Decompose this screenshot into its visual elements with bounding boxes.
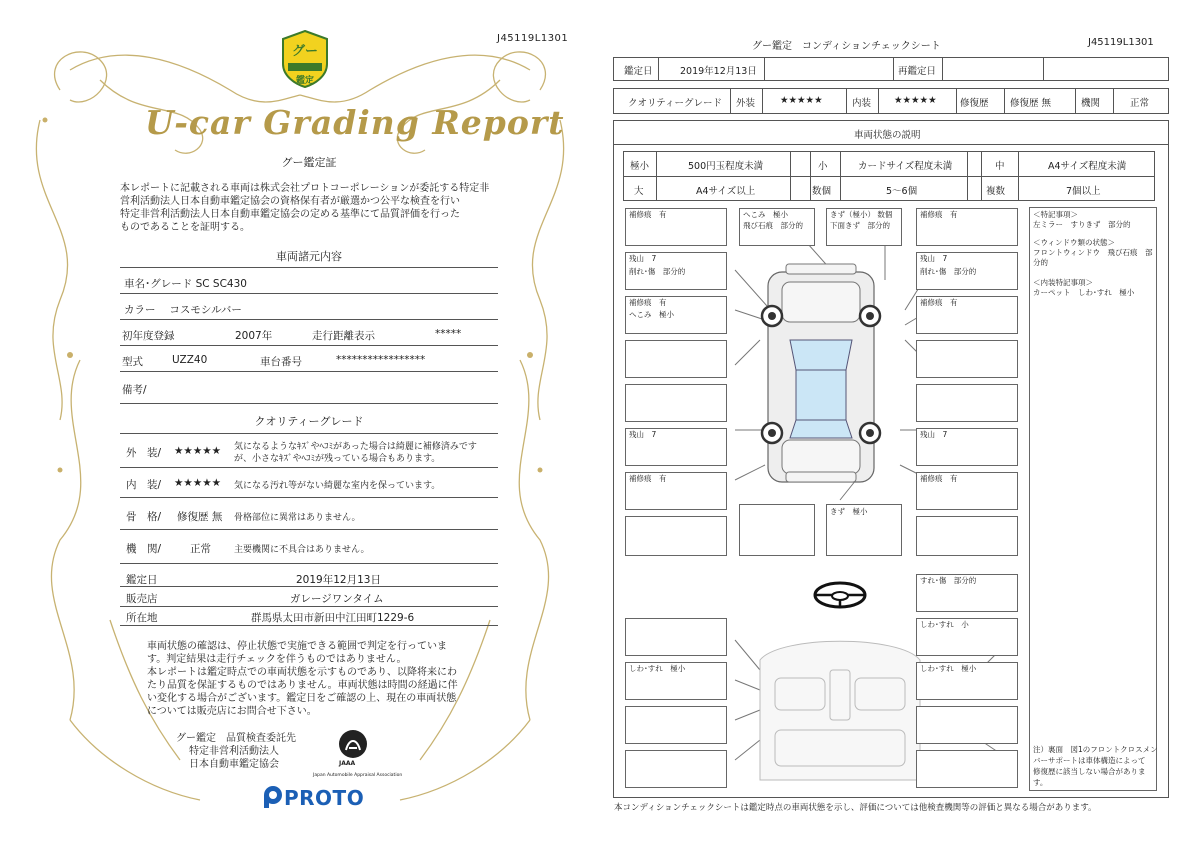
sheet-title: グー鑑定 コンディションチェックシート bbox=[752, 41, 941, 52]
spec-row: 初年度登録 2007年 走行距離表示 ***** bbox=[120, 320, 498, 346]
damage-box: しわ･すれ 極小 bbox=[625, 662, 727, 700]
spec-row: カラー コスモシルバー bbox=[120, 294, 498, 320]
footer-line: 日本自動車鑑定協会 bbox=[189, 759, 279, 770]
damage-box bbox=[916, 750, 1018, 788]
note-line: 本レポートは鑑定時点での車両状態を示すものであり、以降将来にわ bbox=[147, 667, 457, 678]
shop-row: 販売店 ガレージワンタイム bbox=[120, 587, 498, 607]
damage-box bbox=[916, 384, 1018, 422]
damage-box bbox=[916, 340, 1018, 378]
quality-row-interior: 内 装/ ★★★★★ 気になる汚れ等がない綺麗な室内を保っています。 bbox=[120, 468, 498, 498]
damage-box: すれ･傷 部分的 bbox=[916, 574, 1018, 612]
intro-line: 本レポートに記載される車両は株式会社プロトコーポレーションが委託する特定非 bbox=[120, 183, 490, 194]
damage-box: しわ･すれ 極小 bbox=[916, 662, 1018, 700]
jaaa-logo: JAAA bbox=[337, 728, 369, 766]
big-title: U-car Grading Report bbox=[145, 103, 565, 142]
note-line: については販売店にお問合せ下さい。 bbox=[147, 706, 317, 717]
scale-table: 極小 500円玉程度未満 小 カードサイズ程度未満 中 A4サイズ程度未満 大 A4サイズ以上 数個 5～6個 複数 7個以上 bbox=[623, 151, 1155, 201]
damage-box bbox=[739, 504, 815, 556]
footer-line: グー鑑定 品質検査委託先 bbox=[176, 733, 296, 744]
quality-row-engine: 機 関/ 正常 主要機関に不具合はありません。 bbox=[120, 530, 498, 564]
date-table: 鑑定日 2019年12月13日 再鑑定日 bbox=[613, 57, 1169, 81]
damage-box bbox=[625, 384, 727, 422]
damage-box: へこみ 極小 飛び石痕 部分的 bbox=[739, 208, 815, 246]
intro-line: 特定非営利活動法人日本自動車鑑定協会の定める基準にて品質評価を行った bbox=[120, 209, 460, 220]
damage-box: 残山 7 bbox=[625, 428, 727, 466]
damage-box: 補修痕 有 へこみ 極小 bbox=[625, 296, 727, 334]
steering-wheel-icon bbox=[815, 583, 865, 607]
quality-row-exterior: 外 装/ ★★★★★ 気になるようなｷｽﾞやﾍｺﾐがあった場合は綺麗に補修済みです が、小さなｷｽﾞやﾍｺﾐが残っている場合もあります。 bbox=[120, 434, 498, 468]
note-line: い変化する場合がございます。鑑定日をご確認の上、現在の車両状態 bbox=[147, 693, 457, 704]
damage-box: 補修痕 有 bbox=[625, 208, 727, 246]
sheet-footer: 本コンディションチェックシートは鑑定時点の車両状態を示し、評価については他検査機関等の評価と異なる場合があります。 bbox=[614, 803, 1097, 813]
damage-box bbox=[916, 706, 1018, 744]
grading-report-page: J45119L1301 グー 鑑定 U-car Grading Report グー鑑定証 本レポートに記載される車両は株式会社プロトコーポレーションが委託する特定非 営利活動法人日本自動車鑑定協会の資格保有者が厳選かつ公平な検査を行い 特定非営利活動法人日本自動車鑑定協会の定める基準にて品質評価を行った ものであることを証明する。 車両諸元内容 車名･グレード SC SC430 カラー コスモシルバー 初年度登録 2007年 走行距離表示 ***** 型式 UZZ40 車台番号 ***************** 備考/ クオリティーグレード 外 装/ ★★★★★ 気になるようなｷｽﾞやﾍｺﾐがあった場合は綺麗に補修済みです が、小さなｷｽﾞやﾍｺﾐが残っている場合もあります。 内 装/ ★★★★★ 気になる汚れ等がない綺麗な室内を保っています。 骨 格/ 修復歴 無 骨格部位に異常はありません。 機 関/ 正常 主要機関に不具合はありません。 鑑定日 2019年12月13日 販売店 ガレージワンタイム 所在地 群馬県太田市新田中江田町1229-6 車両状態の確認は、停止状態で実施できる範囲で判定を行っていま す。判定結果は走行チェックを伴うものではありません。 本レポートは鑑定時点での車両状態を示すものであり、以降将来にわ たり品質を保証するものではありません。車両状態は時間の経過に伴 い変化する場合がございます。鑑定日をご確認の上、現在の車両状態 については販売店にお問合せ下さい。 グー鑑定 品質検査委託先 特定非営利活動法人 日本自動車鑑定協会 JAAA Japan Automobile Appraisal Association PROTO bbox=[0, 0, 600, 848]
certificate-title: グー鑑定証 bbox=[281, 156, 337, 169]
damage-box bbox=[625, 516, 727, 556]
quality-title: クオリティーグレード bbox=[120, 413, 498, 434]
condition-check-sheet bbox=[600, 0, 1200, 848]
damage-box: 残山 7 削れ･傷 部分的 bbox=[916, 252, 1018, 290]
damage-box bbox=[625, 340, 727, 378]
intro-line: ものであることを証明する。 bbox=[120, 222, 250, 233]
note-line: 車両状態の確認は、停止状態で実施できる範囲で判定を行っていま bbox=[147, 641, 447, 652]
note-line: す。判定結果は走行チェックを伴うものではありません。 bbox=[147, 654, 407, 665]
damage-box bbox=[625, 706, 727, 744]
damage-box: きず 極小 bbox=[826, 504, 902, 556]
report-id: J45119L1301 bbox=[497, 33, 569, 44]
damage-box: 残山 7 bbox=[916, 428, 1018, 466]
address-row: 所在地 群馬県太田市新田中江田町1229-6 bbox=[120, 607, 498, 626]
spec-row: 車名･グレード SC SC430 bbox=[120, 268, 498, 294]
damage-box: 補修痕 有 bbox=[625, 472, 727, 510]
damage-box bbox=[625, 750, 727, 788]
spec-row: 備考/ bbox=[120, 372, 498, 404]
jaaa-subtitle: Japan Automobile Appraisal Association bbox=[313, 773, 403, 778]
damage-box bbox=[625, 618, 727, 656]
intro-line: 営利活動法人日本自動車鑑定協会の資格保有者が厳選かつ公平な検査を行い bbox=[120, 196, 460, 207]
special-notes: ＜特記事項＞ 左ミラー すりきず 部分的 ＜ウィンドウ類の状態＞ フロントウィンドウ 飛び石痕 部 分的 ＜内装特記事項＞ カーペット しわ･すれ 極小 注）裏面 図1のフロントクロスメン バーサポートは車体構造によって 修復歴に該当しない場合がありま す。 bbox=[1029, 207, 1157, 791]
quality-row-frame: 骨 格/ 修復歴 無 骨格部位に異常はありません。 bbox=[120, 498, 498, 530]
spec-title: 車両諸元内容 bbox=[120, 248, 498, 268]
note-line: たり品質を保証するものではありません。車両状態は時間の経過に伴 bbox=[147, 680, 458, 691]
damage-box: しわ･すれ 小 bbox=[916, 618, 1018, 656]
car-top-view bbox=[762, 264, 880, 482]
damage-box bbox=[916, 516, 1018, 556]
damage-box: 補修痕 有 bbox=[916, 208, 1018, 246]
damage-box: 残山 7 削れ･傷 部分的 bbox=[625, 252, 727, 290]
date-row: 鑑定日 2019年12月13日 bbox=[120, 568, 498, 587]
state-title: 車両状態の説明 bbox=[854, 130, 921, 141]
quality-table: クオリティーグレード 外装 ★★★★★ 内装 ★★★★★ 修復歴 修復歴 無 機関 正常 bbox=[613, 88, 1169, 114]
proto-mark-icon bbox=[262, 785, 284, 809]
footer-line: 特定非営利活動法人 bbox=[189, 746, 279, 757]
interior-diagram bbox=[760, 641, 920, 780]
report-id: J45119L1301 bbox=[1088, 37, 1154, 48]
damage-box: 補修痕 有 bbox=[916, 296, 1018, 334]
spec-row: 型式 UZZ40 車台番号 ***************** bbox=[120, 346, 498, 372]
damage-box: 補修痕 有 bbox=[916, 472, 1018, 510]
damage-box: きず（極小） 数個 下面きず 部分的 bbox=[826, 208, 902, 246]
goo-badge-logo: グー 鑑定 bbox=[282, 30, 328, 88]
